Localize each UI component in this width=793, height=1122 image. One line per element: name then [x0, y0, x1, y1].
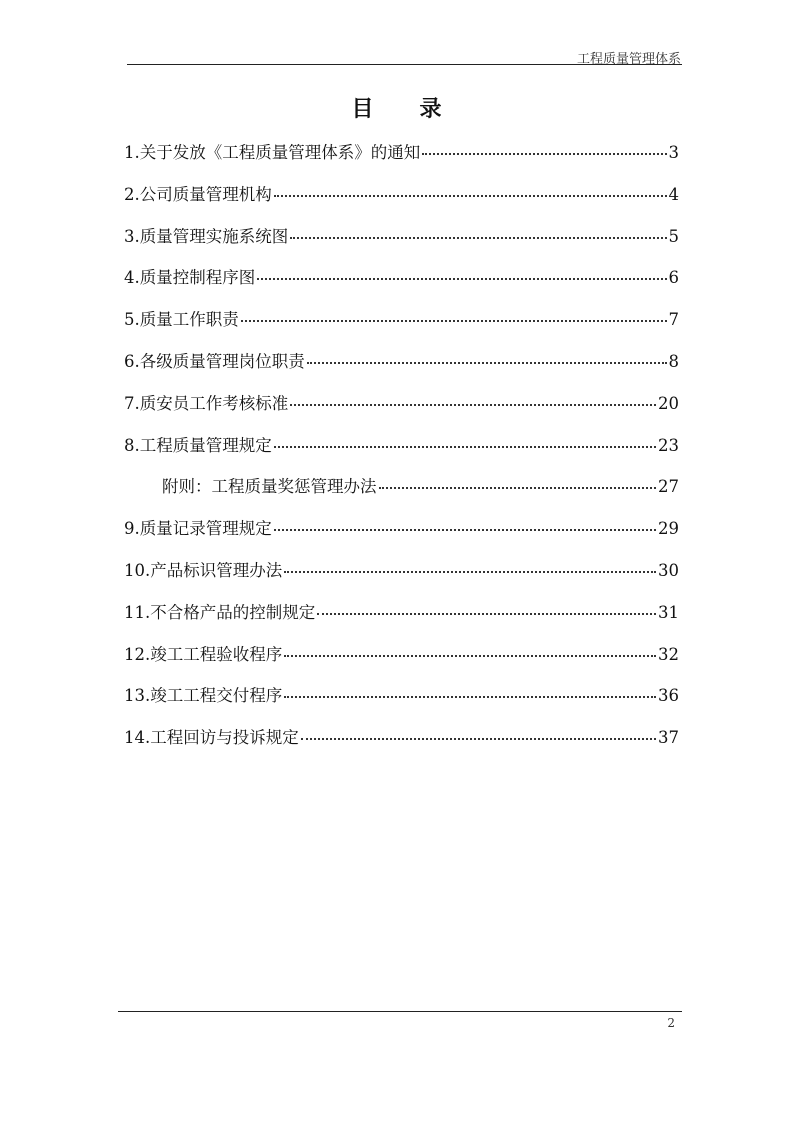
toc-entry-label: 13.竣工工程交付程序: [124, 686, 283, 706]
toc-entry-label: 4.质量控制程序图: [124, 268, 256, 288]
toc-entry-label: 1.关于发放《工程质量管理体系》的通知: [124, 143, 421, 162]
toc-leader-dots: [284, 655, 656, 657]
toc-entry-page: 32: [658, 644, 679, 664]
toc-leader-dots: [422, 153, 666, 155]
toc-entry-page: 27: [658, 477, 679, 497]
toc-entry-label: 5.质量工作职责: [124, 310, 239, 330]
page-number: 2: [667, 1016, 675, 1030]
toc-entry[interactable]: [124, 681, 679, 723]
toc-leader-dots: [274, 529, 656, 531]
toc-entry-page: 5: [668, 226, 679, 246]
toc-leader-dots: [301, 738, 656, 740]
toc-entry-page: 20: [658, 393, 679, 413]
toc-entry[interactable]: [124, 389, 679, 431]
toc-entry-appendix[interactable]: [124, 472, 679, 514]
toc-entry-label: 3.质量管理实施系统图: [124, 226, 289, 246]
toc-leader-dots: [290, 237, 666, 239]
toc-entry-page: 4: [668, 184, 679, 204]
toc-entry[interactable]: [124, 263, 679, 305]
toc-leader-dots: [241, 320, 667, 322]
toc-entry[interactable]: [124, 640, 679, 682]
toc-leader-dots: [379, 487, 657, 489]
toc-entry-page: 6: [668, 268, 679, 288]
toc-entry-label: 12.竣工工程验收程序: [124, 644, 283, 664]
toc-leader-dots: [284, 696, 656, 698]
toc-entry-label: 6.各级质量管理岗位职责: [124, 351, 305, 371]
toc-entry[interactable]: [124, 305, 679, 347]
toc-entry-page: 29: [658, 519, 679, 539]
header-divider: [127, 64, 682, 65]
toc-entry-page: 37: [658, 728, 679, 748]
toc-leader-dots: [307, 362, 667, 364]
toc-entry-label: 11.不合格产品的控制规定: [124, 602, 316, 622]
toc-title: 目录: [351, 97, 488, 122]
toc-entry-page: 7: [668, 310, 679, 330]
toc-list: [124, 138, 679, 765]
running-header: 工程质量管理体系: [576, 52, 681, 67]
toc-entry-label: 10.产品标识管理办法: [124, 560, 283, 580]
toc-entry-label: 8.工程质量管理规定: [124, 435, 272, 455]
toc-entry[interactable]: [124, 431, 679, 473]
toc-leader-dots: [290, 404, 656, 406]
footer-divider: [118, 1011, 682, 1012]
toc-entry-page: 36: [658, 686, 679, 706]
toc-entry-page: 23: [658, 435, 679, 455]
toc-entry[interactable]: [124, 556, 679, 598]
toc-entry-label: 附则：工程质量奖惩管理办法: [162, 477, 377, 497]
toc-entry-label: 9.质量记录管理规定: [124, 519, 272, 539]
toc-entry-label: 2.公司质量管理机构: [124, 184, 272, 204]
toc-entry[interactable]: [124, 723, 679, 765]
toc-leader-dots: [317, 613, 656, 615]
toc-entry[interactable]: [124, 347, 679, 389]
toc-entry[interactable]: [124, 514, 679, 556]
toc-entry-page: 8: [668, 351, 679, 371]
toc-entry-label: 14.工程回访与投诉规定: [124, 728, 299, 748]
toc-entry-label: 7.质安员工作考核标准: [124, 393, 289, 413]
toc-entry[interactable]: [124, 222, 679, 264]
toc-entry[interactable]: [124, 598, 679, 640]
toc-entry-page: 3: [668, 143, 679, 162]
toc-entry-page: 31: [658, 602, 679, 622]
toc-entry[interactable]: [124, 180, 679, 222]
toc-leader-dots: [274, 446, 656, 448]
toc-entry-page: 30: [658, 560, 679, 580]
toc-leader-dots: [274, 195, 667, 197]
toc-leader-dots: [257, 278, 666, 280]
toc-leader-dots: [284, 571, 656, 573]
toc-entry[interactable]: [124, 138, 679, 180]
